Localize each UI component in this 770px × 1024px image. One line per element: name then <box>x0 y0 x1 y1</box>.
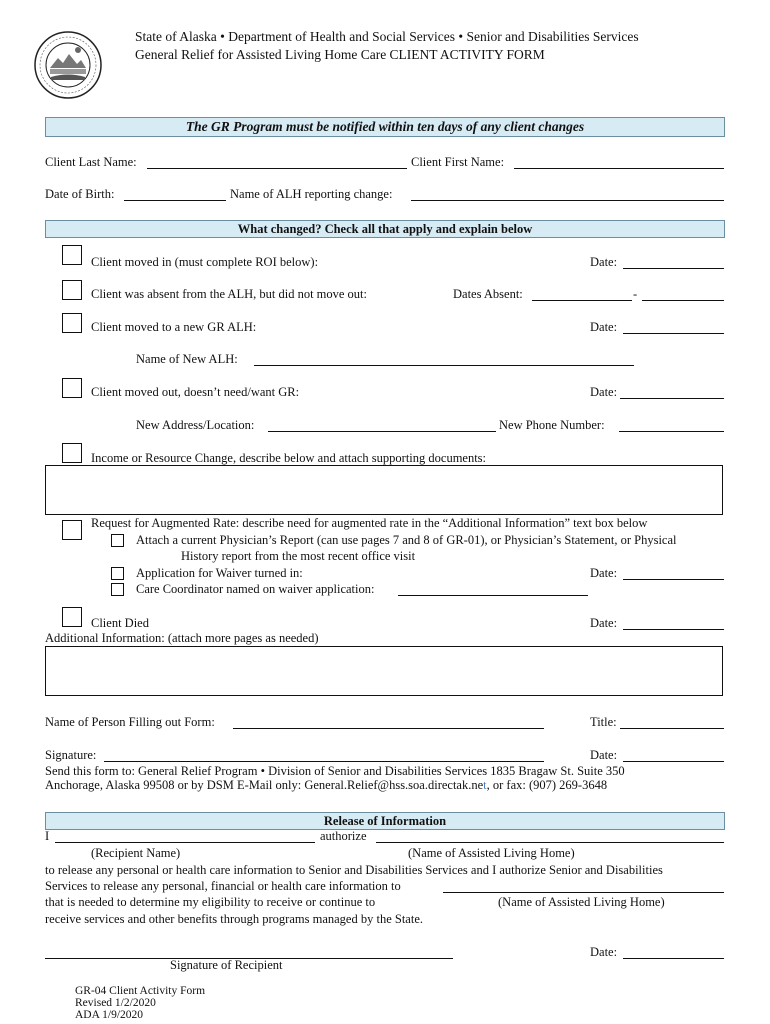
physician-report-label-cont: History report from the most recent office visit <box>181 549 416 563</box>
moved-new-alh-checkbox[interactable] <box>62 313 82 333</box>
recipient-date-field[interactable] <box>623 958 724 959</box>
moved-out-label: Client moved out, doesn’t need/want GR: <box>91 385 300 399</box>
moved-out-date-field[interactable] <box>620 398 724 399</box>
moved-new-alh-label: Client moved to a new GR ALH: <box>91 320 257 334</box>
send-fax: , or fax: (907) 269-3648 <box>486 778 608 792</box>
new-phone-label: New Phone Number: <box>499 418 605 432</box>
moved-in-date-label: Date: <box>590 255 618 269</box>
release-text-3: that is needed to determine my eligibility to receive or continue to <box>45 895 376 909</box>
physician-report-label: Attach a current Physician’s Report (can use pages 7 and 8 of GR-01), or Physician’s Statement, or Physical <box>136 533 677 547</box>
alh-reporting-label: Name of ALH reporting change: <box>230 187 393 201</box>
care-coordinator-checkbox[interactable] <box>111 583 124 596</box>
moved-in-label: Client moved in (must complete ROI below): <box>91 255 319 269</box>
person-filling-field[interactable] <box>233 728 544 729</box>
client-first-name-field[interactable] <box>514 168 724 169</box>
recipient-name-caption: (Recipient Name) <box>91 846 181 860</box>
absent-label: Client was absent from the ALH, but did not move out: <box>91 287 368 301</box>
dates-absent-to-field[interactable] <box>642 300 724 301</box>
state-seal-icon <box>33 28 103 102</box>
alh-name-caption-2: (Name of Assisted Living Home) <box>498 895 665 909</box>
footer-form-id: GR-04 Client Activity Form <box>75 985 206 997</box>
title-label: Title: <box>590 715 617 729</box>
signature-field[interactable] <box>104 761 544 762</box>
income-change-textbox[interactable] <box>45 465 723 515</box>
client-died-checkbox[interactable] <box>62 607 82 627</box>
client-died-date-label: Date: <box>590 616 618 630</box>
waiver-application-label: Application for Waiver turned in: <box>136 566 303 580</box>
absent-checkbox[interactable] <box>62 280 82 300</box>
new-address-field[interactable] <box>268 431 496 432</box>
recipient-date-label: Date: <box>590 945 618 959</box>
footer-revised: Revised 1/2/2020 <box>75 997 156 1009</box>
footer-ada: ADA 1/9/2020 <box>75 1009 144 1021</box>
new-alh-name-label: Name of New ALH: <box>136 352 238 366</box>
dates-absent-dash: - <box>633 287 638 301</box>
moved-out-date-label: Date: <box>590 385 618 399</box>
moved-new-alh-date-label: Date: <box>590 320 618 334</box>
new-phone-field[interactable] <box>619 431 724 432</box>
release-alh-field[interactable] <box>376 842 724 843</box>
client-last-name-field[interactable] <box>147 168 407 169</box>
header-agency-line: State of Alaska • Department of Health and Social Services • Senior and Disabilities Services <box>135 29 639 44</box>
augmented-rate-checkbox[interactable] <box>62 520 82 540</box>
dates-absent-label: Dates Absent: <box>453 287 523 301</box>
care-coordinator-field[interactable] <box>398 595 588 596</box>
augmented-rate-label: Request for Augmented Rate: describe need for augmented rate in the “Additional Information” text box below <box>91 516 648 530</box>
person-filling-label: Name of Person Filling out Form: <box>45 715 215 729</box>
title-field[interactable] <box>620 728 724 729</box>
income-change-checkbox[interactable] <box>62 443 82 463</box>
client-first-name-label: Client First Name: <box>411 155 505 169</box>
recipient-name-field[interactable] <box>55 842 315 843</box>
client-last-name-label: Client Last Name: <box>45 155 137 169</box>
alh-reporting-field[interactable] <box>411 200 724 201</box>
release-i: I <box>45 829 50 843</box>
waiver-application-checkbox[interactable] <box>111 567 124 580</box>
signature-label: Signature: <box>45 748 97 762</box>
notice-banner: The GR Program must be notified within ten days of any client changes <box>45 117 725 137</box>
dob-field[interactable] <box>124 200 226 201</box>
signature-date-field[interactable] <box>623 761 724 762</box>
dob-label: Date of Birth: <box>45 187 115 201</box>
signature-date-label: Date: <box>590 748 618 762</box>
recipient-signature-caption: Signature of Recipient <box>170 958 283 972</box>
form-title: General Relief for Assisted Living Home Care CLIENT ACTIVITY FORM <box>135 47 545 62</box>
what-changed-heading: What changed? Check all that apply and explain below <box>45 220 725 238</box>
release-heading: Release of Information <box>45 812 725 830</box>
dates-absent-from-field[interactable] <box>532 300 632 301</box>
new-address-label: New Address/Location: <box>136 418 255 432</box>
email-link-tail: t <box>483 778 487 792</box>
send-instructions: Send this form to: General Relief Program • Division of Senior and Disabilities Services 1835 Bragaw St. Suite 350 <box>45 764 625 778</box>
alh-name-caption: (Name of Assisted Living Home) <box>408 846 575 860</box>
moved-in-date-field[interactable] <box>623 268 724 269</box>
moved-out-checkbox[interactable] <box>62 378 82 398</box>
additional-info-label: Additional Information: (attach more pages as needed) <box>45 631 319 645</box>
client-died-label: Client Died <box>91 616 149 630</box>
release-authorize: authorize <box>320 829 367 843</box>
income-change-label: Income or Resource Change, describe below and attach supporting documents: <box>91 451 487 465</box>
client-died-date-field[interactable] <box>623 629 724 630</box>
waiver-date-label: Date: <box>590 566 618 580</box>
additional-info-textbox[interactable] <box>45 646 723 696</box>
physician-report-checkbox[interactable] <box>111 534 124 547</box>
send-address-email: Anchorage, Alaska 99508 or by DSM E-Mail only: General.Relief@hss.soa.directak.ne <box>45 778 484 792</box>
release-text-2: Services to release any personal, financial or health care information to <box>45 879 401 893</box>
release-text-4: receive services and other benefits through programs managed by the State. <box>45 912 423 926</box>
release-alh-field-2[interactable] <box>443 892 724 893</box>
moved-new-alh-date-field[interactable] <box>623 333 724 334</box>
care-coordinator-label: Care Coordinator named on waiver application: <box>136 582 375 596</box>
waiver-date-field[interactable] <box>623 579 724 580</box>
moved-in-checkbox[interactable] <box>62 245 82 265</box>
new-alh-name-field[interactable] <box>254 365 634 366</box>
release-text-1: to release any personal or health care information to Senior and Disabilities Services and I authorize Senior and Disabilities <box>45 863 663 877</box>
send-instructions-cont <box>45 778 607 793</box>
